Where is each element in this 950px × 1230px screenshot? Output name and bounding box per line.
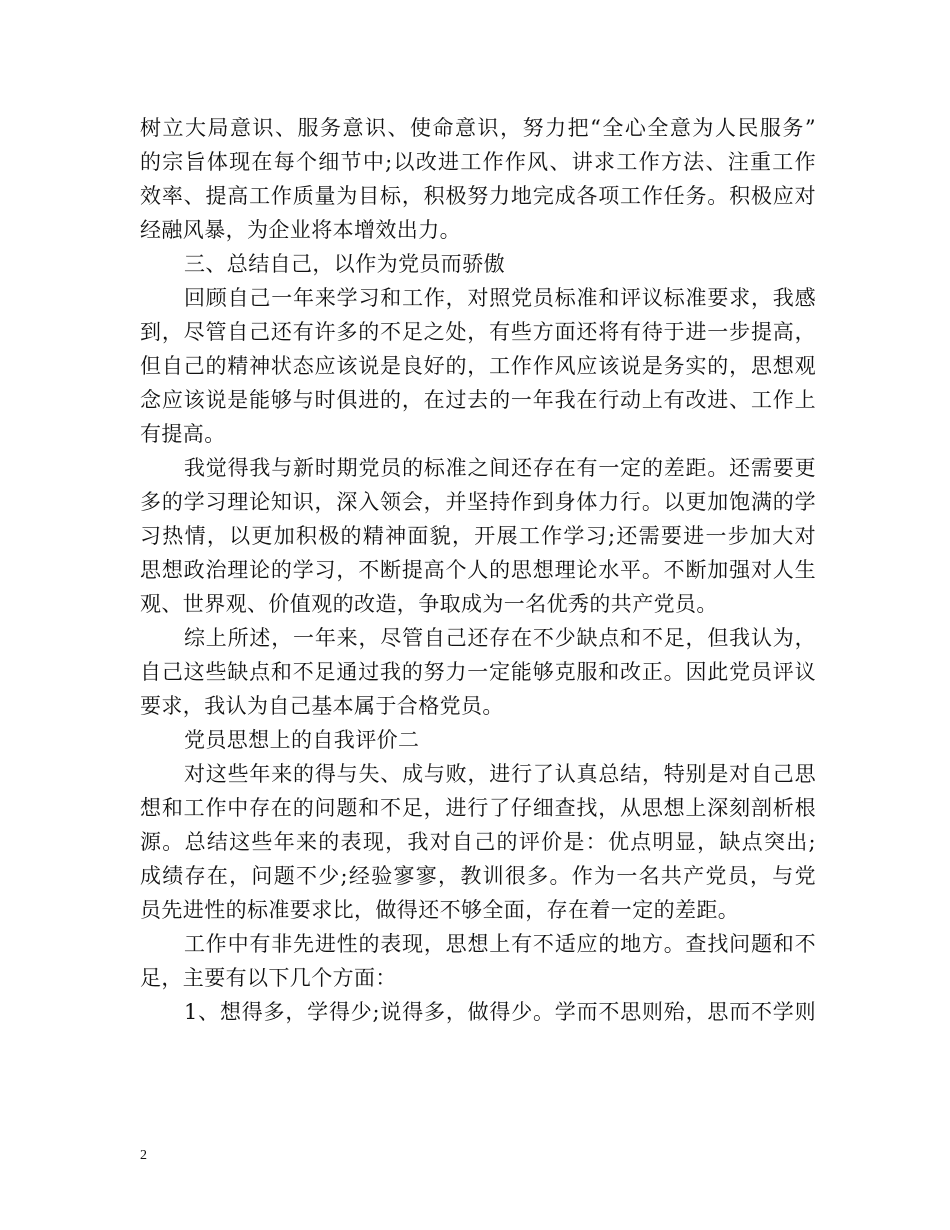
text-line: 多的学习理论知识，深入领会，并坚持作到身体力行。以更加饱满的学: [140, 490, 816, 514]
text-line: 效率、提高工作质量为目标，积极努力地完成各项工作任务。积极应对: [140, 184, 816, 208]
text-line: 综上所述，一年来，尽管自己还存在不少缺点和不足，但我认为，: [184, 626, 816, 650]
text-line: 经融风暴，为企业将本增效出力。: [140, 218, 461, 242]
text-line: 到，尽管自己还有许多的不足之处，有些方面还将有待于进一步提高，: [140, 320, 816, 344]
text-line: 1、想得多，学得少;说得多，做得少。学而不思则殆，思而不学则: [184, 1000, 816, 1024]
text-line: 观、世界观、价值观的改造，争取成为一名优秀的共产党员。: [140, 592, 718, 616]
text-line: 思想政治理论的学习，不断提高个人的思想理论水平。不断加强对人生: [140, 558, 816, 582]
text-line: 自己这些缺点和不足通过我的努力一定能够克服和改正。因此党员评议: [140, 660, 816, 684]
text-line: 的宗旨体现在每个细节中;以改进工作作风、讲求工作方法、注重工作: [140, 150, 816, 174]
text-line: 员先进性的标准要求比，做得还不够全面，存在着一定的差距。: [140, 898, 740, 922]
text-line: 要求，我认为自己基本属于合格党员。: [140, 694, 504, 718]
page-number: 2: [140, 1148, 147, 1163]
text-line: 三、总结自己，以作为党员而骄傲: [184, 252, 505, 276]
text-line: 树立大局意识、服务意识、使命意识，努力把“全心全意为人民服务”: [140, 116, 816, 140]
text-line: 但自己的精神状态应该说是良好的，工作作风应该说是务实的，思想观: [140, 354, 816, 378]
text-line: 回顾自己一年来学习和工作，对照党员标准和评议标准要求，我感: [184, 286, 816, 310]
text-line: 源。总结这些年来的表现，我对自己的评价是：优点明显，缺点突出;: [140, 830, 816, 854]
text-line: 成绩存在，问题不少;经验寥寥，教训很多。作为一名共产党员，与党: [140, 864, 816, 888]
document-body: [140, 111, 816, 1029]
text-line: 念应该说是能够与时俱进的，在过去的一年我在行动上有改进、工作上: [140, 388, 816, 412]
text-line: 有提高。: [140, 422, 226, 446]
text-line: 党员思想上的自我评价二: [184, 728, 420, 752]
text-line: 对这些年来的得与失、成与败，进行了认真总结，特别是对自己思: [184, 762, 816, 786]
text-line: 足，主要有以下几个方面：: [140, 966, 397, 990]
text-line: 我觉得我与新时期党员的标准之间还存在有一定的差距。还需要更: [184, 456, 816, 480]
text-line: 习热情，以更加积极的精神面貌，开展工作学习;还需要进一步加大对: [140, 524, 816, 548]
text-line: 工作中有非先进性的表现，思想上有不适应的地方。查找问题和不: [184, 932, 816, 956]
text-line: 想和工作中存在的问题和不足，进行了仔细查找，从思想上深刻剖析根: [140, 796, 816, 820]
